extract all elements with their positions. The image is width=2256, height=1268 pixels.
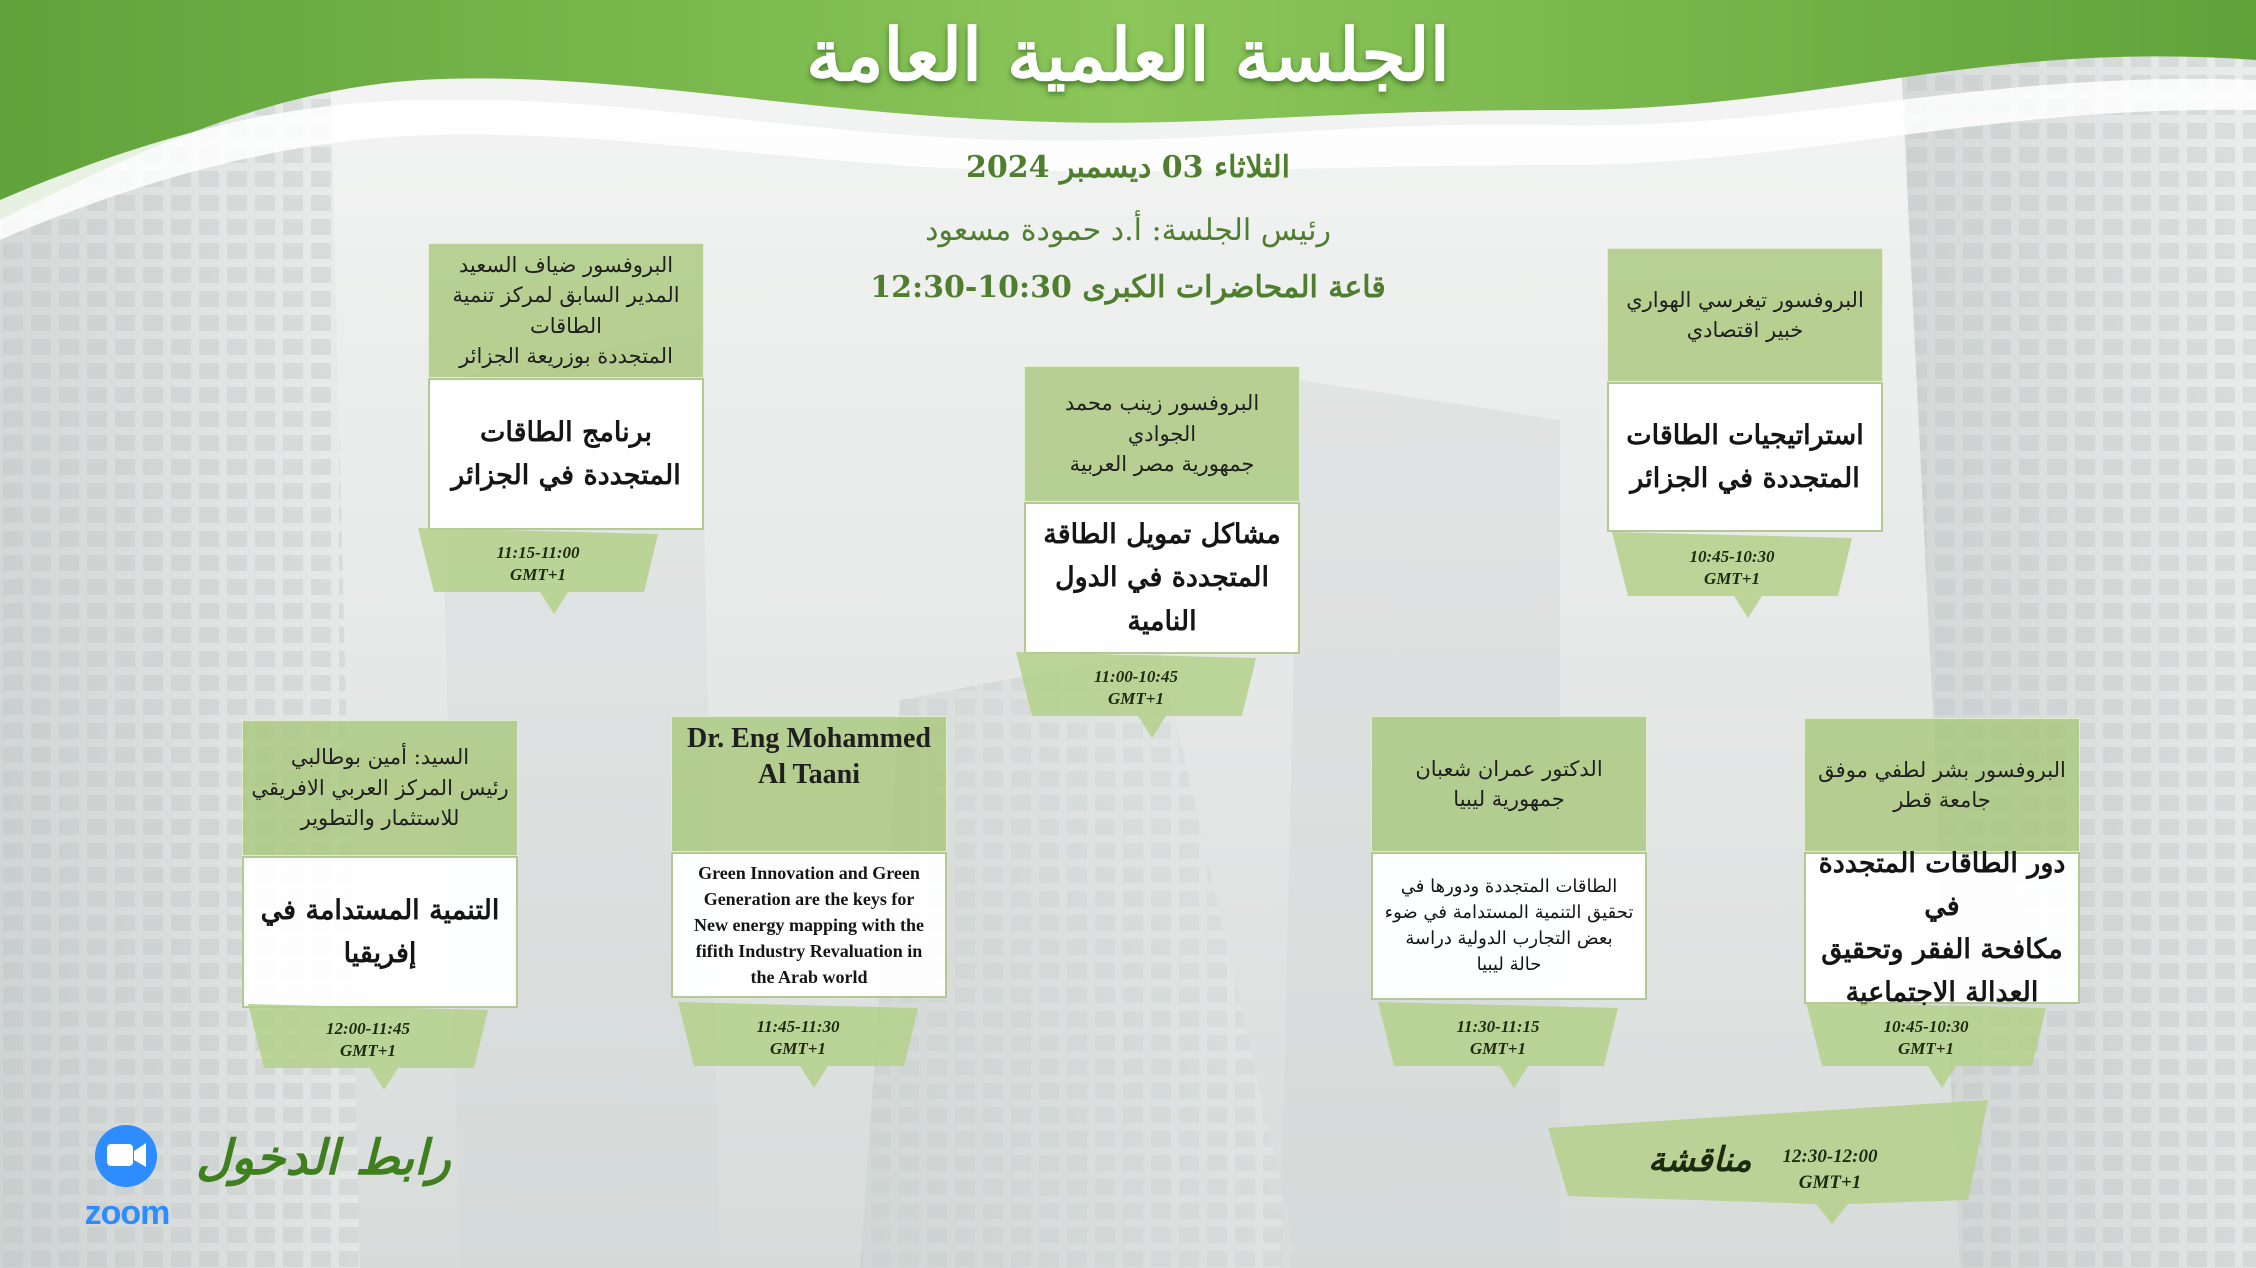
topic-line: العدالة الاجتماعية [1845,977,2039,1009]
topic-line: مكافحة الفقر وتحقيق [1821,934,2063,965]
time-range: 12:30-12:00 [1782,1146,1878,1167]
speaker-name: الدكتور عمران شعبان [1415,756,1603,781]
speaker-affiliation: جمهورية مصر العربية [1069,452,1255,477]
topic-line: برنامج الطاقات [479,416,653,448]
topic-line: الطاقات المتجددة ودورها في [1400,875,1618,897]
speaker-affiliation: للاستثمار والتطوير [300,806,460,831]
speaker-name: البروفسور تيغرسي الهواري [1626,287,1864,312]
talk-topic [1804,847,2080,1009]
time-range: 11:30-11:15 [1456,1017,1540,1036]
page-title: الجلسة العلمية العامة [806,12,1450,97]
timezone: GMT+1 [1898,1039,1954,1059]
topic-line: حالة ليبيا [1476,954,1542,976]
speaker-info [1371,716,1647,852]
topic-line: المتجددة في الجزائر [451,460,681,491]
topic-line: fifith Industry Revaluation in [695,941,923,962]
speaker-affiliation: المدير السابق لمركز تنمية الطاقات [452,283,680,338]
topic-line: بعض التجارب الدولية دراسة [1405,928,1613,949]
speaker-info [1804,718,2080,852]
timezone: GMT+1 [770,1039,826,1059]
speaker-name: Al Taani [758,759,860,791]
speaker-affiliation: جمهورية ليبيا [1453,787,1565,811]
time-range: 10:45-10:30 [1689,547,1775,566]
time-badge [1378,1002,1618,1088]
talk-topic [428,378,704,530]
speaker-card [671,716,947,998]
speaker-card [242,720,518,1008]
speaker-affiliation: المتجددة بوزريعة الجزائر [459,343,673,368]
speaker-info [242,720,518,856]
timezone: GMT+1 [510,565,566,585]
session-chair: رئيس الجلسة: أ.د حمودة مسعود [925,213,1331,248]
time-badge [1016,652,1256,738]
topic-line: التنمية المستدامة في [260,894,500,926]
topic-line: المتجددة في الجزائر [1630,463,1860,494]
speaker-info [428,243,704,378]
session-date: الثلاثاء 03 ديسمبر 2024 [965,150,1291,185]
speaker-info [1607,248,1883,382]
talk-topic [1024,502,1300,654]
speaker-affiliation: جامعة قطر [1893,788,1991,812]
topic-line: تحقيق التنمية المستدامة في ضوء [1384,901,1634,923]
talk-topic [1371,852,1647,1000]
talk-topic [242,856,518,1008]
time-range: 12:00-11:45 [325,1019,411,1038]
speaker-card [428,243,704,530]
session-hall-time: قاعة المحاضرات الكبرى 10:30-12:30 [870,270,1386,305]
timezone: GMT+1 [1470,1039,1526,1059]
topic-line: Generation are the keys for [703,888,915,909]
time-badge [1612,532,1852,618]
speaker-affiliation: رئيس المركز العربي الافريقي [251,775,509,800]
speaker-affiliation: خبير اقتصادي [1686,318,1804,342]
speaker-name: السيد: أمين بوطالبي [290,745,470,770]
speaker-card [1607,248,1883,532]
speaker-info [671,716,947,852]
speaker-info [1024,366,1300,502]
topic-line: استراتيجيات الطاقات [1626,419,1864,451]
topic-line: New energy mapping with the [694,914,924,935]
time-range: 11:45-11:30 [756,1017,840,1036]
speaker-name: البروفسور بشر لطفي موفق [1818,757,2066,782]
topic-line: Green Innovation and Green [698,862,920,883]
time-range: 11:15-11:00 [496,543,580,562]
timezone: GMT+1 [1798,1171,1862,1193]
time-range: 10:45-10:30 [1883,1017,1969,1036]
time-range: 11:00-10:45 [1093,667,1179,686]
time-badge [678,1002,918,1088]
speaker-name: البروفسور زينب محمد الجوادي [1064,391,1260,446]
topic-line: النامية [1127,605,1197,637]
topic-line: المتجددة في الدول [1054,562,1270,594]
discussion-badge [1548,1100,1988,1224]
discussion-label: مناقشة [1648,1140,1752,1180]
zoom-wordmark: zoom [84,1194,170,1232]
speaker-card [1024,366,1300,654]
speaker-card [1371,716,1647,1000]
zoom-join-link[interactable]: رابط الدخول [196,1130,451,1186]
time-badge [248,1004,488,1090]
timezone: GMT+1 [1704,569,1760,589]
talk-topic [671,852,947,998]
speaker-name: Dr. Eng Mohammed [687,723,931,754]
speaker-card [1804,718,2080,1009]
topic-line: مشاكل تمويل الطاقة [1043,519,1281,551]
topic-line: the Arab world [750,967,868,988]
time-badge [418,528,658,614]
topic-line: إفريقيا [343,938,417,969]
topic-line: دور الطاقات المتجددة في [1818,847,2066,922]
timezone: GMT+1 [1108,689,1164,709]
talk-topic [1607,382,1883,532]
time-badge [1806,1002,2046,1088]
timezone: GMT+1 [340,1041,396,1061]
speaker-name: البروفسور ضياف السعيد [458,252,674,277]
zoom-logo[interactable] [74,1118,180,1234]
